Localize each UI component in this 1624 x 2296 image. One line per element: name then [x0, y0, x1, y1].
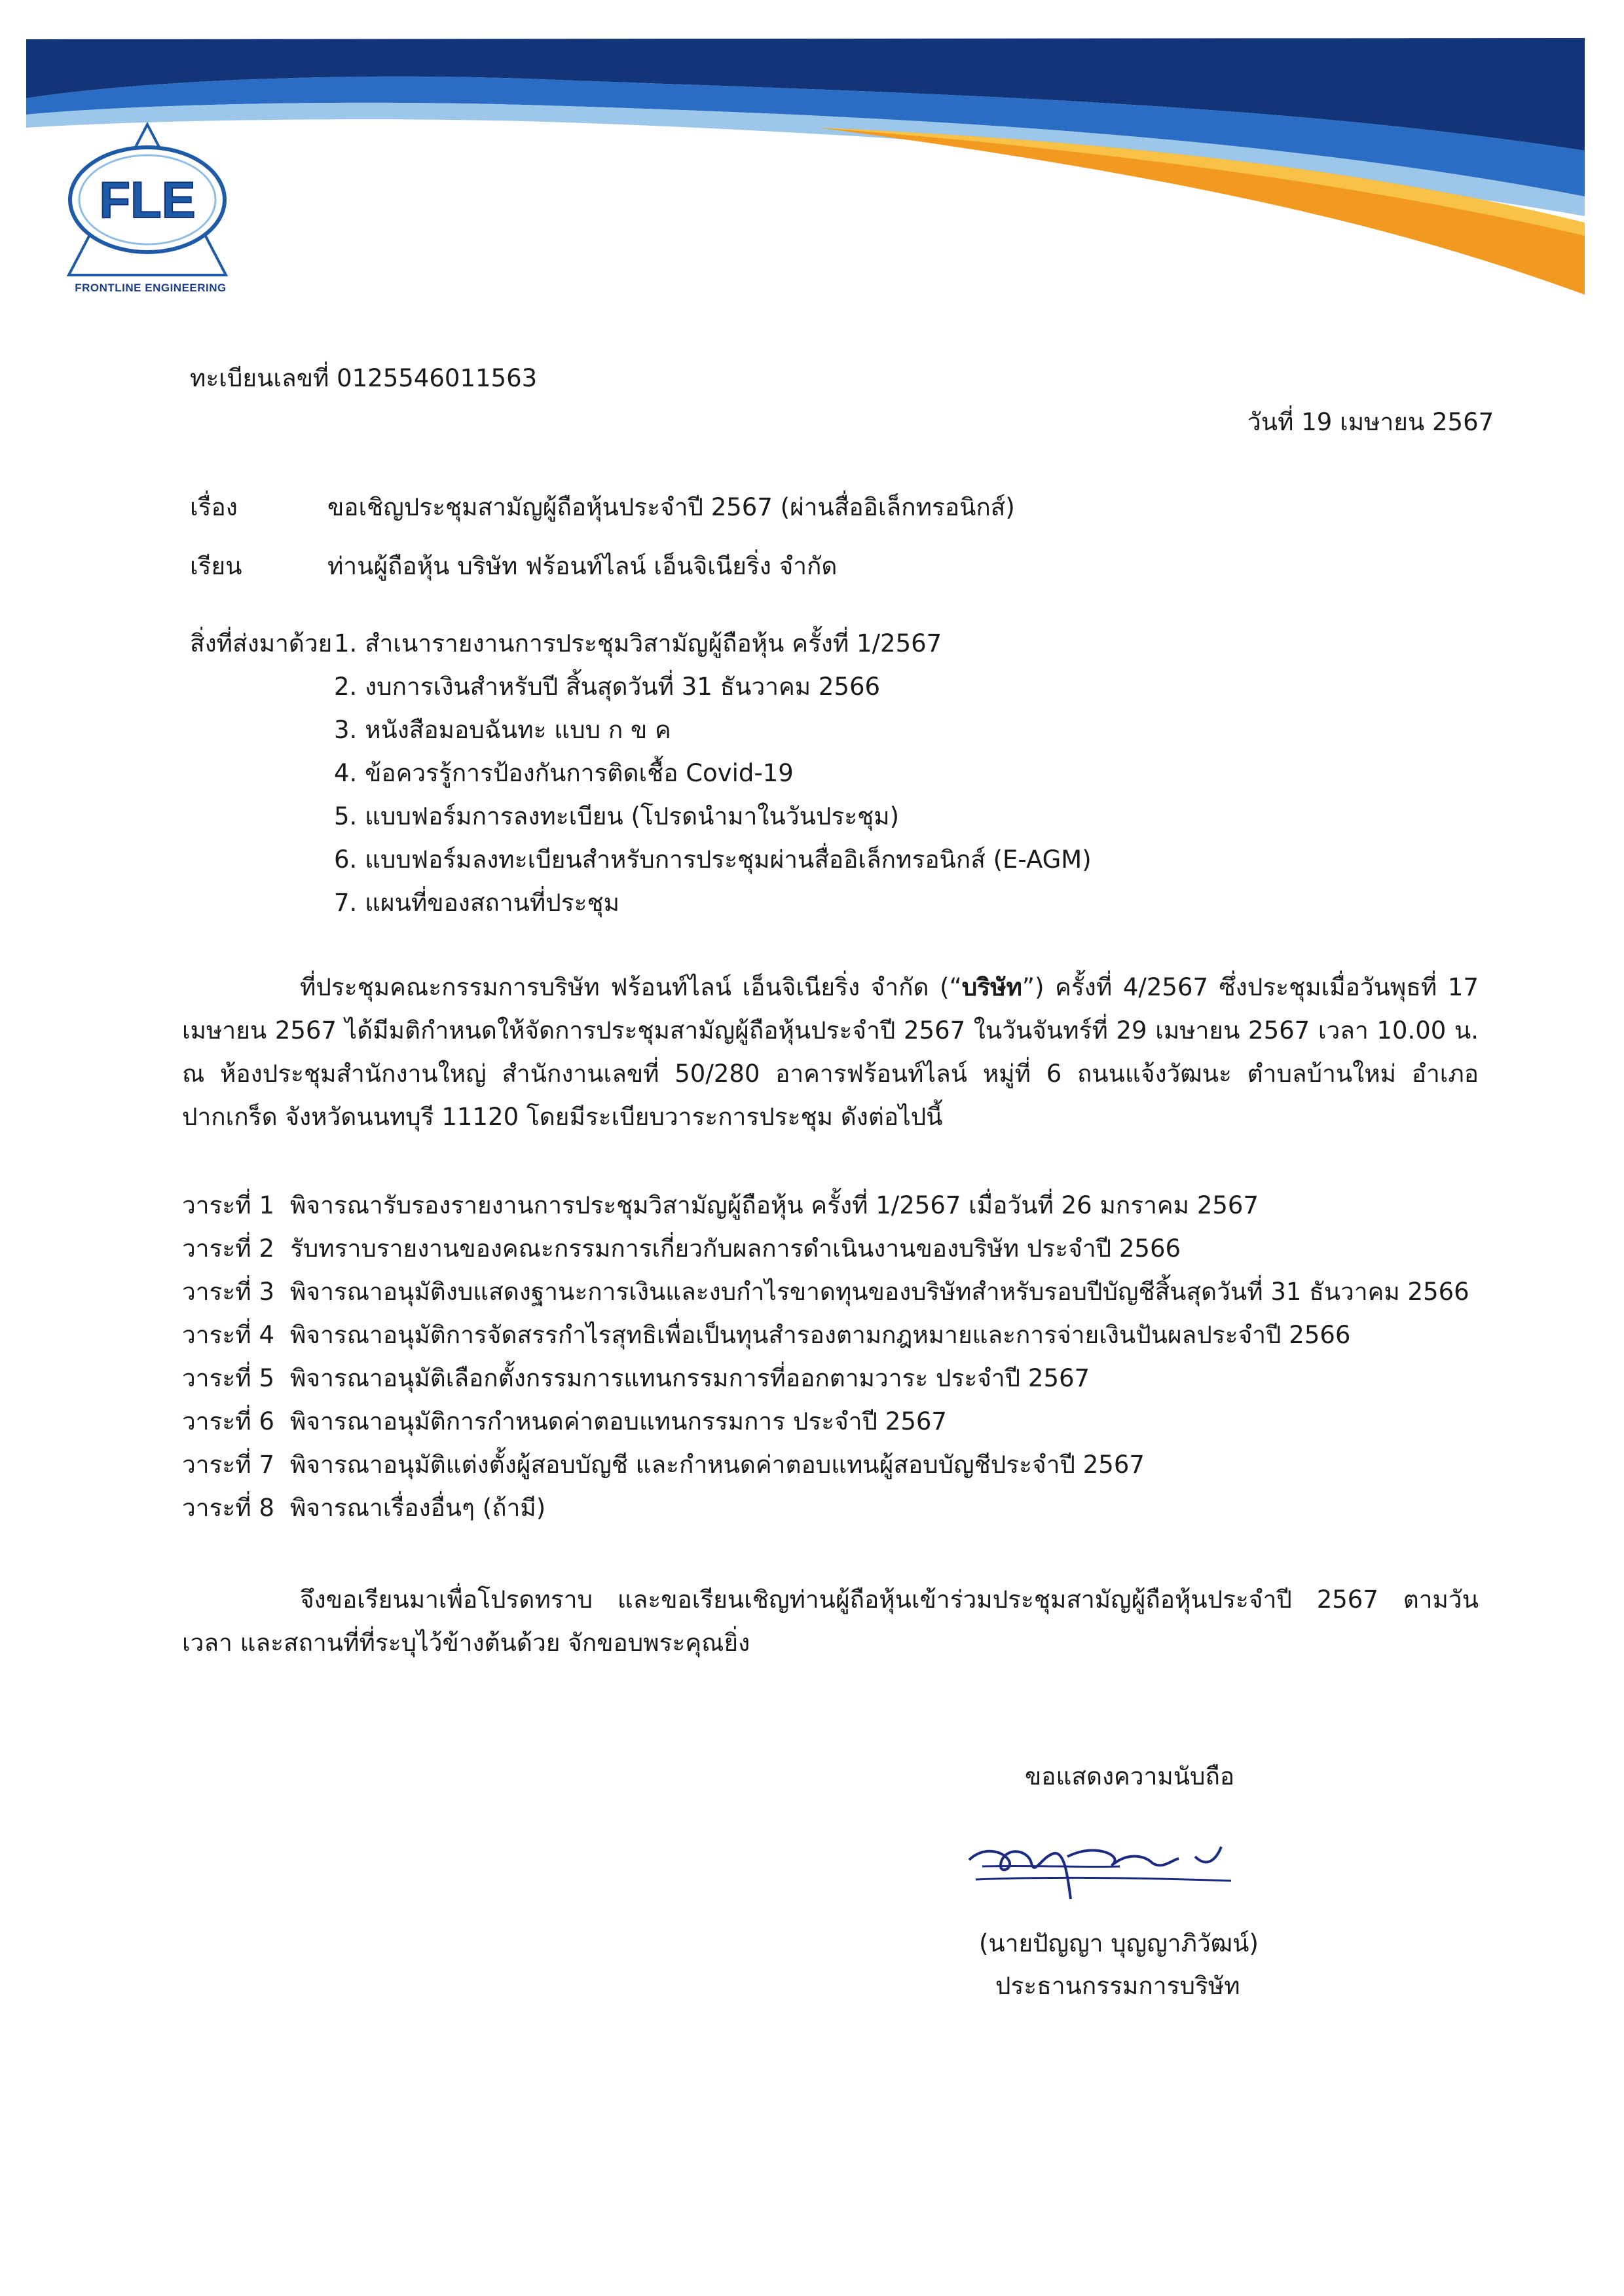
- agenda-item: [182, 1400, 1524, 1443]
- agenda-label: วาระที่ 5: [182, 1364, 274, 1392]
- attachment-item: 6. แบบฟอร์มลงทะเบียนสำหรับการประชุมผ่านสื่ออิเล็กทรอนิกส์ (E-AGM): [334, 845, 1092, 874]
- agenda-text: พิจารณารับรองรายงานการประชุมวิสามัญผู้ถือหุ้น ครั้งที่ 1/2567 เมื่อวันที่ 26 มกราคม 2567: [290, 1191, 1259, 1219]
- sign-off: ขอแสดงความนับถือ: [1025, 1762, 1235, 1790]
- agenda-text: พิจารณาอนุมัติงบแสดงฐานะการเงินและงบกำไรขาดทุนของบริษัทสำหรับรอบปีบัญชีสิ้นสุดวันที่ 31 ธันวาคม 2566: [290, 1278, 1469, 1306]
- signer-name: (นายปัญญา บุญญาภิวัฒน์): [979, 1929, 1259, 1957]
- agenda-text: รับทราบรายงานของคณะกรรมการเกี่ยวกับผลการดำเนินงานของบริษัท ประจำปี 2566: [290, 1234, 1181, 1263]
- recipient-text: ท่านผู้ถือหุ้น บริษัท ฟร้อนท์ไลน์ เอ็นจิเนียริ่ง จำกัด: [327, 552, 838, 580]
- agenda-item: [182, 1443, 1524, 1487]
- agenda-label: วาระที่ 4: [182, 1321, 274, 1349]
- logo-text: FLE: [99, 171, 196, 229]
- body-bold-company: บริษัท: [961, 973, 1022, 1001]
- agenda-item: [182, 1227, 1524, 1270]
- attachment-item: 5. แบบฟอร์มการลงทะเบียน (โปรดนำมาในวันประชุม): [334, 802, 900, 830]
- letterhead-band: [0, 0, 1624, 301]
- agenda-text: พิจารณาอนุมัติแต่งตั้งผู้สอบบัญชี และกำหนดค่าตอบแทนผู้สอบบัญชีประจำปี 2567: [290, 1451, 1145, 1479]
- body-text-a: ที่ประชุมคณะกรรมการบริษัท ฟร้อนท์ไลน์ เอ็นจิเนียริ่ง จำกัด (“: [300, 973, 962, 1001]
- agenda-label: วาระที่ 8: [182, 1494, 274, 1522]
- recipient-label: เรียน: [190, 552, 242, 580]
- attachment-item: 3. หนังสือมอบฉันทะ แบบ ก ข ค: [334, 716, 671, 744]
- handwritten-signature: [956, 1821, 1264, 1919]
- agenda-label: วาระที่ 2: [182, 1234, 274, 1263]
- attachment-item: 1. สำเนารายงานการประชุมวิสามัญผู้ถือหุ้น ครั้งที่ 1/2567: [334, 629, 942, 657]
- attachment-item: 2. งบการเงินสำหรับปี สิ้นสุดวันที่ 31 ธันวาคม 2566: [334, 673, 881, 701]
- agenda-item: [182, 1314, 1524, 1357]
- agenda-text: พิจารณาอนุมัติเลือกตั้งกรรมการแทนกรรมการที่ออกตามวาระ ประจำปี 2567: [290, 1364, 1090, 1392]
- agenda-label: วาระที่ 1: [182, 1191, 274, 1219]
- agenda-item: [182, 1184, 1524, 1227]
- closing-paragraph: [182, 1578, 1479, 1665]
- agenda-text: พิจารณาอนุมัติการกำหนดค่าตอบแทนกรรมการ ประจำปี 2567: [290, 1407, 947, 1435]
- attachment-item: 7. แผนที่ของสถานที่ประชุม: [334, 889, 620, 917]
- logo-caption: FRONTLINE ENGINEERING: [75, 282, 227, 294]
- agenda-label: วาระที่ 3: [182, 1278, 274, 1306]
- agenda-item: [182, 1270, 1524, 1314]
- subject-label: เรื่อง: [190, 493, 238, 521]
- closing-text: จึงขอเรียนมาเพื่อโปรดทราบ และขอเรียนเชิญท่านผู้ถือหุ้นเข้าร่วมประชุมสามัญผู้ถือหุ้นประจำปี 2567 ตามวัน เวลา และสถานที่ที่ระบุไว้ข้างต้นด้วย จักขอบพระคุณยิ่ง: [182, 1585, 1479, 1657]
- body-text-b: ”) ครั้งที่ 4/2567 ซึ่งประชุมเมื่อวันพุธที่ 17 เมษายน 2567 ได้มีมติกำหนดให้จัดการประชุมสามัญผู้ถือหุ้นประจำปี 2567 ในวันจันทร์ที่ 29 เมษายน 2567 เวลา 10.00 น. ณ ห้องประชุมสำนักงานใหญ่ สำนักงานเลขที่ 50/280 อาคารฟร้อนท์ไลน์ หมู่ที่ 6 ถนนแจ้งวัฒนะ ตำบลบ้านใหม่ อำเภอปากเกร็ด จังหวัดนนทบุรี 11120 โดยมีระเบียบวาระการประชุม ดังต่อไปนี้: [182, 973, 1479, 1131]
- subject-text: ขอเชิญประชุมสามัญผู้ถือหุ้นประจำปี 2567 (ผ่านสื่ออิเล็กทรอนิกส์): [327, 493, 1015, 521]
- company-logo: [62, 118, 232, 301]
- letter-date: วันที่ 19 เมษายน 2567: [1247, 408, 1494, 436]
- attachments-label: สิ่งที่ส่งมาด้วย: [190, 629, 333, 657]
- agenda-list: [182, 1184, 1524, 1530]
- agenda-label: วาระที่ 7: [182, 1451, 274, 1479]
- agenda-item: [182, 1357, 1524, 1400]
- signer-title: ประธานกรรมการบริษัท: [995, 1972, 1240, 2000]
- agenda-item: [182, 1487, 1524, 1530]
- agenda-text: พิจารณาอนุมัติการจัดสรรกำไรสุทธิเพื่อเป็นทุนสำรองตามกฎหมายและการจ่ายเงินปันผลประจำปี 2566: [290, 1321, 1351, 1349]
- attachments-list: [334, 622, 1092, 925]
- attachment-item: 4. ข้อควรรู้การป้องกันการติดเชื้อ Covid-19: [334, 759, 794, 787]
- agenda-text: พิจารณาเรื่องอื่นๆ (ถ้ามี): [290, 1494, 546, 1522]
- registration-number: ทะเบียนเลขที่ 0125546011563: [190, 364, 538, 392]
- body-paragraph: [182, 966, 1479, 1139]
- agenda-label: วาระที่ 6: [182, 1407, 274, 1435]
